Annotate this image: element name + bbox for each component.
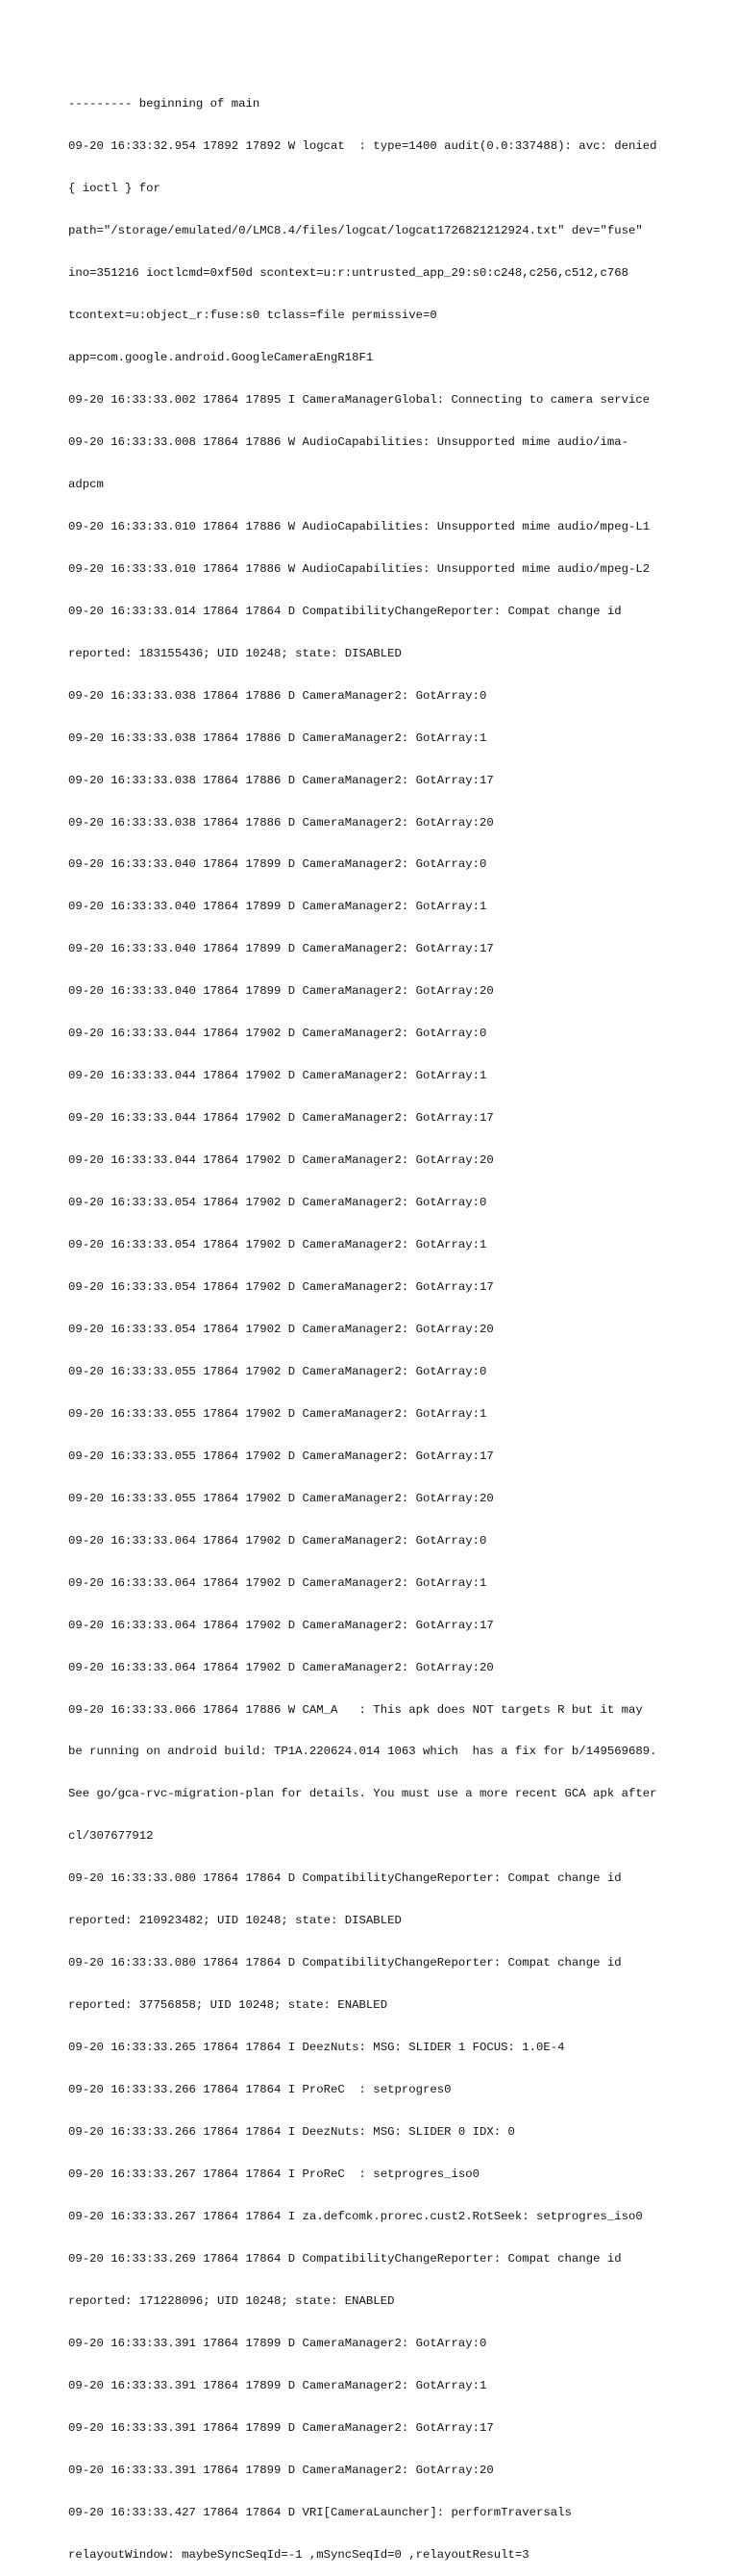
log-line: See go/gca-rvc-migration-plan for details. You must use a more recent GCA apk after xyxy=(68,1787,657,1801)
log-line: 09-20 16:33:33.267 17864 17864 I ProReC : setprogres_iso0 xyxy=(68,2167,480,2182)
log-line: 09-20 16:33:33.008 17864 17886 W AudioCapabilities: Unsupported mime audio/ima- xyxy=(68,434,628,449)
log-line: 09-20 16:33:33.002 17864 17895 I CameraManagerGlobal: Connecting to camera service xyxy=(68,392,651,407)
log-line: 09-20 16:33:33.038 17864 17886 D CameraManager2: GotArray:0 xyxy=(68,688,487,703)
log-line: 09-20 16:33:33.267 17864 17864 I za.defcomk.prorec.cust2.RotSeek: setprogres_iso0 xyxy=(68,2209,643,2223)
log-line: reported: 37756858; UID 10248; state: ENABLED xyxy=(68,1998,388,2013)
log-line: 09-20 16:33:33.080 17864 17864 D CompatibilityChangeReporter: Compat change id xyxy=(68,1871,622,1886)
log-line: reported: 171228096; UID 10248; state: ENABLED xyxy=(68,2293,395,2308)
log-line: 09-20 16:33:33.038 17864 17886 D CameraManager2: GotArray:17 xyxy=(68,773,494,787)
log-line: app=com.google.android.GoogleCameraEngR18F1 xyxy=(68,351,374,365)
log-line: 09-20 16:33:33.040 17864 17899 D CameraManager2: GotArray:0 xyxy=(68,857,487,872)
log-line: 09-20 16:33:33.010 17864 17886 W AudioCapabilities: Unsupported mime audio/mpeg-L2 xyxy=(68,561,651,576)
log-line: 09-20 16:33:33.040 17864 17899 D CameraManager2: GotArray:1 xyxy=(68,900,487,914)
logcat-text-page xyxy=(68,69,676,2576)
log-line: 09-20 16:33:33.427 17864 17864 D VRI[CameraLauncher]: performTraversals xyxy=(68,2505,572,2519)
log-line: 09-20 16:33:33.269 17864 17864 D CompatibilityChangeReporter: Compat change id xyxy=(68,2251,622,2266)
log-line: relayoutWindow: maybeSyncSeqId=-1 ,mSyncSeqId=0 ,relayoutResult=3 xyxy=(68,2547,529,2562)
log-line: 09-20 16:33:33.064 17864 17902 D CameraManager2: GotArray:0 xyxy=(68,1533,487,1548)
log-line: 09-20 16:33:33.055 17864 17902 D CameraManager2: GotArray:0 xyxy=(68,1364,487,1378)
log-line: 09-20 16:33:33.055 17864 17902 D CameraManager2: GotArray:20 xyxy=(68,1491,494,1505)
log-line: be running on android build: TP1A.220624.014 1063 which has a fix for b/149569689. xyxy=(68,1745,657,1759)
log-line: 09-20 16:33:33.054 17864 17902 D CameraManager2: GotArray:20 xyxy=(68,1322,494,1336)
log-line: adpcm xyxy=(68,477,104,491)
log-line: 09-20 16:33:33.265 17864 17864 I DeezNuts: MSG: SLIDER 1 FOCUS: 1.0E-4 xyxy=(68,2041,565,2055)
log-line: cl/307677912 xyxy=(68,1829,154,1844)
log-line: { ioctl } for xyxy=(68,182,160,196)
log-line: 09-20 16:33:33.010 17864 17886 W AudioCapabilities: Unsupported mime audio/mpeg-L1 xyxy=(68,519,651,533)
log-line: 09-20 16:33:33.391 17864 17899 D CameraManager2: GotArray:20 xyxy=(68,2463,494,2477)
log-line: 09-20 16:33:33.044 17864 17902 D CameraManager2: GotArray:0 xyxy=(68,1027,487,1041)
log-line: reported: 183155436; UID 10248; state: DISABLED xyxy=(68,646,402,660)
log-line: 09-20 16:33:33.038 17864 17886 D CameraManager2: GotArray:20 xyxy=(68,815,494,830)
log-line: 09-20 16:33:33.044 17864 17902 D CameraManager2: GotArray:1 xyxy=(68,1069,487,1083)
log-line: 09-20 16:33:33.014 17864 17864 D CompatibilityChangeReporter: Compat change id xyxy=(68,604,622,618)
log-line: 09-20 16:33:33.391 17864 17899 D CameraManager2: GotArray:1 xyxy=(68,2378,487,2392)
log-line: tcontext=u:object_r:fuse:s0 tclass=file permissive=0 xyxy=(68,309,437,323)
log-line: reported: 210923482; UID 10248; state: DISABLED xyxy=(68,1914,402,1928)
log-line: 09-20 16:33:33.054 17864 17902 D CameraManager2: GotArray:17 xyxy=(68,1280,494,1294)
log-line: 09-20 16:33:33.054 17864 17902 D CameraManager2: GotArray:1 xyxy=(68,1238,487,1252)
log-line: 09-20 16:33:33.038 17864 17886 D CameraManager2: GotArray:1 xyxy=(68,731,487,745)
log-line: 09-20 16:33:33.040 17864 17899 D CameraManager2: GotArray:20 xyxy=(68,984,494,999)
log-line: ino=351216 ioctlcmd=0xf50d scontext=u:r:untrusted_app_29:s0:c248,c256,c512,c768 xyxy=(68,266,628,281)
log-line: 09-20 16:33:33.391 17864 17899 D CameraManager2: GotArray:17 xyxy=(68,2420,494,2435)
log-line: 09-20 16:33:33.391 17864 17899 D CameraManager2: GotArray:0 xyxy=(68,2336,487,2350)
log-line: --------- beginning of main xyxy=(68,97,260,111)
log-line: 09-20 16:33:33.266 17864 17864 I DeezNuts: MSG: SLIDER 0 IDX: 0 xyxy=(68,2125,515,2140)
log-line: 09-20 16:33:33.054 17864 17902 D CameraManager2: GotArray:0 xyxy=(68,1196,487,1210)
log-line: 09-20 16:33:33.064 17864 17902 D CameraManager2: GotArray:20 xyxy=(68,1660,494,1674)
log-line: 09-20 16:33:33.055 17864 17902 D CameraManager2: GotArray:1 xyxy=(68,1406,487,1421)
log-line: 09-20 16:33:33.066 17864 17886 W CAM_A : This apk does NOT targets R but it may xyxy=(68,1702,643,1717)
log-line: 09-20 16:33:33.044 17864 17902 D CameraManager2: GotArray:20 xyxy=(68,1153,494,1168)
log-line: 09-20 16:33:33.055 17864 17902 D CameraManager2: GotArray:17 xyxy=(68,1449,494,1463)
log-line: 09-20 16:33:33.064 17864 17902 D CameraManager2: GotArray:17 xyxy=(68,1618,494,1632)
log-line: 09-20 16:33:33.266 17864 17864 I ProReC : setprogres0 xyxy=(68,2083,452,2097)
log-line: path="/storage/emulated/0/LMC8.4/files/logcat/logcat1726821212924.txt" dev="fuse" xyxy=(68,224,643,238)
log-line: 09-20 16:33:32.954 17892 17892 W logcat : type=1400 audit(0.0:337488): avc: denied xyxy=(68,139,657,154)
log-line: 09-20 16:33:33.080 17864 17864 D CompatibilityChangeReporter: Compat change id xyxy=(68,1956,622,1970)
log-line: 09-20 16:33:33.040 17864 17899 D CameraManager2: GotArray:17 xyxy=(68,942,494,956)
log-line: 09-20 16:33:33.044 17864 17902 D CameraManager2: GotArray:17 xyxy=(68,1111,494,1126)
log-line: 09-20 16:33:33.064 17864 17902 D CameraManager2: GotArray:1 xyxy=(68,1575,487,1590)
